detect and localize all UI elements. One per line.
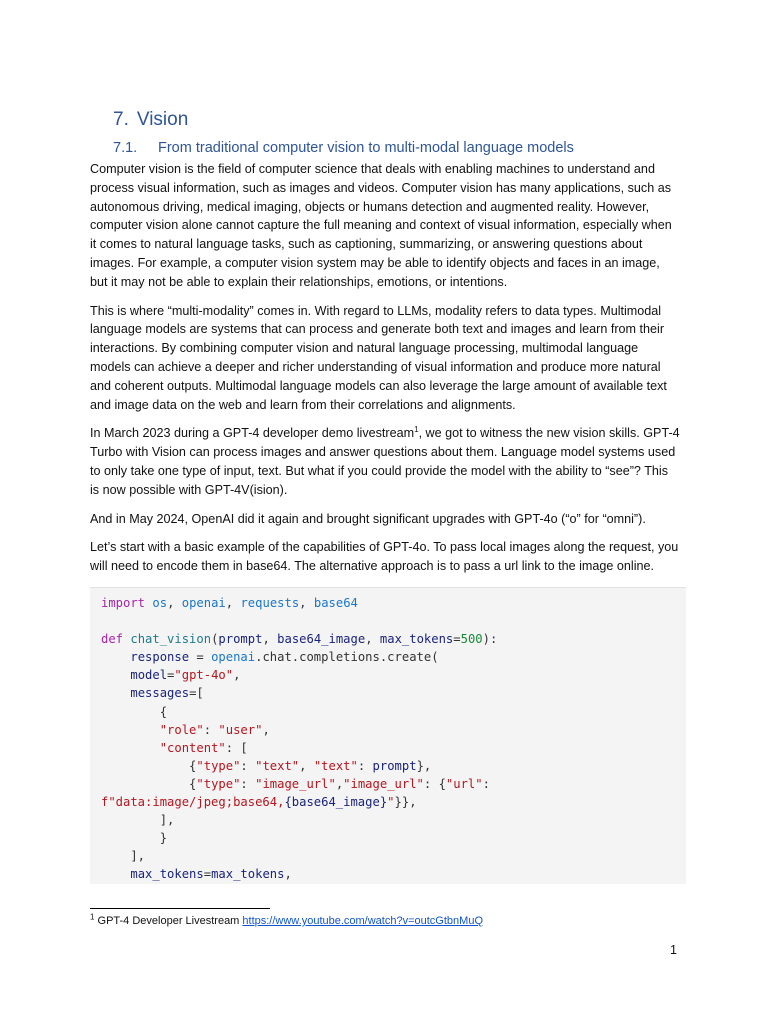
chapter-heading (113, 109, 188, 131)
code-token: : (240, 776, 256, 791)
code-line (101, 777, 490, 791)
code-line (101, 759, 431, 773)
code-token: .chat.completions.create( (255, 650, 439, 665)
code-line (101, 650, 439, 664)
code-line (101, 867, 292, 881)
code-content (90, 588, 686, 884)
code-token: max_tokens (130, 867, 204, 882)
footnote-reference[interactable]: 1 (414, 425, 419, 435)
code-token: { (101, 704, 168, 719)
code-token: "role" (159, 722, 204, 737)
footnote-separator (90, 908, 270, 909)
code-line (101, 849, 145, 863)
code-token: model (130, 668, 168, 683)
paragraph-3 (90, 424, 680, 499)
code-line (101, 596, 358, 610)
code-token: , (299, 758, 314, 773)
code-token: base64_image (277, 632, 366, 647)
code-token (101, 668, 130, 682)
code-token: , (284, 867, 292, 882)
page-number: 1 (670, 943, 677, 957)
code-token: = (203, 867, 212, 882)
code-token: prompt (372, 758, 417, 773)
code-token: "type" (196, 758, 241, 773)
footnote-link[interactable]: https://www.youtube.com/watch?v=outcGtbnMuQ (242, 915, 483, 927)
code-token: ( (211, 632, 219, 647)
code-token: "url" (445, 776, 483, 791)
code-token: : { (423, 776, 446, 791)
footnote (90, 912, 483, 927)
code-token: } (101, 831, 168, 846)
code-line (101, 686, 204, 700)
chapter-title: Vision (136, 109, 189, 130)
footnote-marker: 1 (90, 912, 95, 922)
code-token: }, (416, 758, 432, 773)
code-token: , (262, 632, 278, 647)
code-line (101, 741, 248, 755)
code-token: =[ (189, 686, 204, 701)
chapter-number: 7. (113, 109, 129, 130)
code-token: = (453, 632, 461, 647)
code-token: "image_url" (343, 776, 424, 791)
code-token: : (203, 722, 219, 737)
code-line (101, 831, 167, 845)
code-token: 500 (460, 632, 483, 647)
code-token (101, 686, 130, 700)
code-token (101, 723, 160, 737)
code-token: " (387, 795, 395, 810)
code-token: = (189, 650, 212, 665)
code-token: messages (130, 686, 190, 701)
code-line (101, 668, 240, 682)
code-token: max_tokens (211, 867, 285, 882)
code-token: : (240, 758, 256, 773)
paragraph-3-start: In March 2023 during a GPT-4 developer demo livestream (90, 426, 415, 441)
code-token: f"data:image/jpeg;base64, (101, 795, 285, 810)
code-line (101, 795, 417, 809)
code-token: openai (211, 650, 256, 665)
code-token: , (335, 776, 344, 791)
code-token: = (167, 668, 175, 683)
section-number: 7.1. (113, 140, 138, 156)
paragraph-3-end: , we got to witness the new vision skills. GPT-4 Turbo with Vision can process images and answer questions about them. Language model systems used to only take one type of input, text. But what if you could provide the model with the ability to “see”? This is now possible with GPT-4V(ision). (90, 426, 680, 497)
code-token: { (101, 758, 197, 773)
code-token: "text" (313, 758, 358, 773)
code-token (101, 741, 160, 755)
paragraph-1: Computer vision is the field of computer science that deals with enabling machines to understand and process visual information, such as images and videos. Computer vision has many applications, such as autonomous driving, medical imaging, objects or humans detection and augmented reality. However, computer vision alone cannot capture the full meaning and context of visual information, especially when it comes to natural language tasks, such as captioning, summarizing, or answering questions about images. For example, a computer vision system may be able to identify objects and faces in an image, but it may not be able to explain their relationships, emotions, or intentions. (90, 162, 672, 289)
code-token: ], (101, 849, 146, 864)
code-token (101, 867, 130, 881)
code-token: , (233, 668, 241, 683)
section-title: From traditional computer vision to multi-modal language models (158, 140, 574, 156)
code-token: ], (101, 813, 175, 828)
code-token: { (101, 776, 197, 791)
body-text (90, 160, 680, 586)
code-token: , (262, 722, 270, 737)
code-line (101, 723, 270, 737)
code-token: "user" (218, 722, 263, 737)
code-token: max_tokens (379, 632, 454, 647)
code-token: ): (482, 632, 498, 647)
section-heading (113, 140, 574, 156)
code-line (101, 813, 174, 827)
code-token: requests (240, 596, 300, 610)
code-token: {base64_image} (284, 795, 388, 810)
code-line (101, 632, 497, 646)
code-token: "image_url" (255, 776, 336, 791)
code-token: import (101, 596, 146, 610)
paragraph-5: Let’s start with a basic example of the capabilities of GPT-4o. To pass local images along the request, you will need to encode them in base64. The alternative approach is to pass a url link to the image online. (90, 540, 679, 574)
code-token: openai (181, 596, 226, 610)
paragraph-4: And in May 2024, OpenAI did it again and brought significant upgrades with GPT-4o (“o” for “omni”). (90, 511, 646, 526)
code-token: , (225, 596, 241, 610)
code-token: : (482, 776, 490, 791)
code-token: base64 (313, 596, 358, 610)
code-token: chat_vision (130, 632, 212, 647)
code-token: response (130, 650, 190, 665)
code-token: "content" (159, 740, 226, 755)
code-token: "type" (196, 776, 241, 791)
paragraph-2: This is where “multi-modality” comes in. With regard to LLMs, modality refers to data types. Multimodal language models are systems that can process and generate both text and images and learn from their interactions. By combining computer vision and natural language processing, multimodal language models can achieve a deeper and richer understanding of visual information and produce more natural and coherent outputs. Multimodal language models can also leverage the large amount of available text and image data on the web and learn from their correlations and alignments. (90, 303, 667, 412)
code-block (90, 587, 686, 884)
code-token: , (299, 596, 314, 610)
code-token: prompt (218, 632, 263, 647)
code-line (101, 705, 167, 719)
code-token: "gpt-4o" (174, 668, 234, 683)
code-token: def (101, 632, 124, 647)
code-token: : [ (225, 740, 248, 755)
code-token: : (357, 758, 373, 773)
footnote-text: GPT-4 Developer Livestream (94, 915, 243, 927)
code-token: , (167, 596, 182, 610)
code-token: "text" (255, 758, 300, 773)
code-token: os (152, 596, 168, 610)
code-token (101, 650, 130, 664)
code-token: , (365, 632, 380, 647)
code-token: }}, (394, 795, 417, 810)
